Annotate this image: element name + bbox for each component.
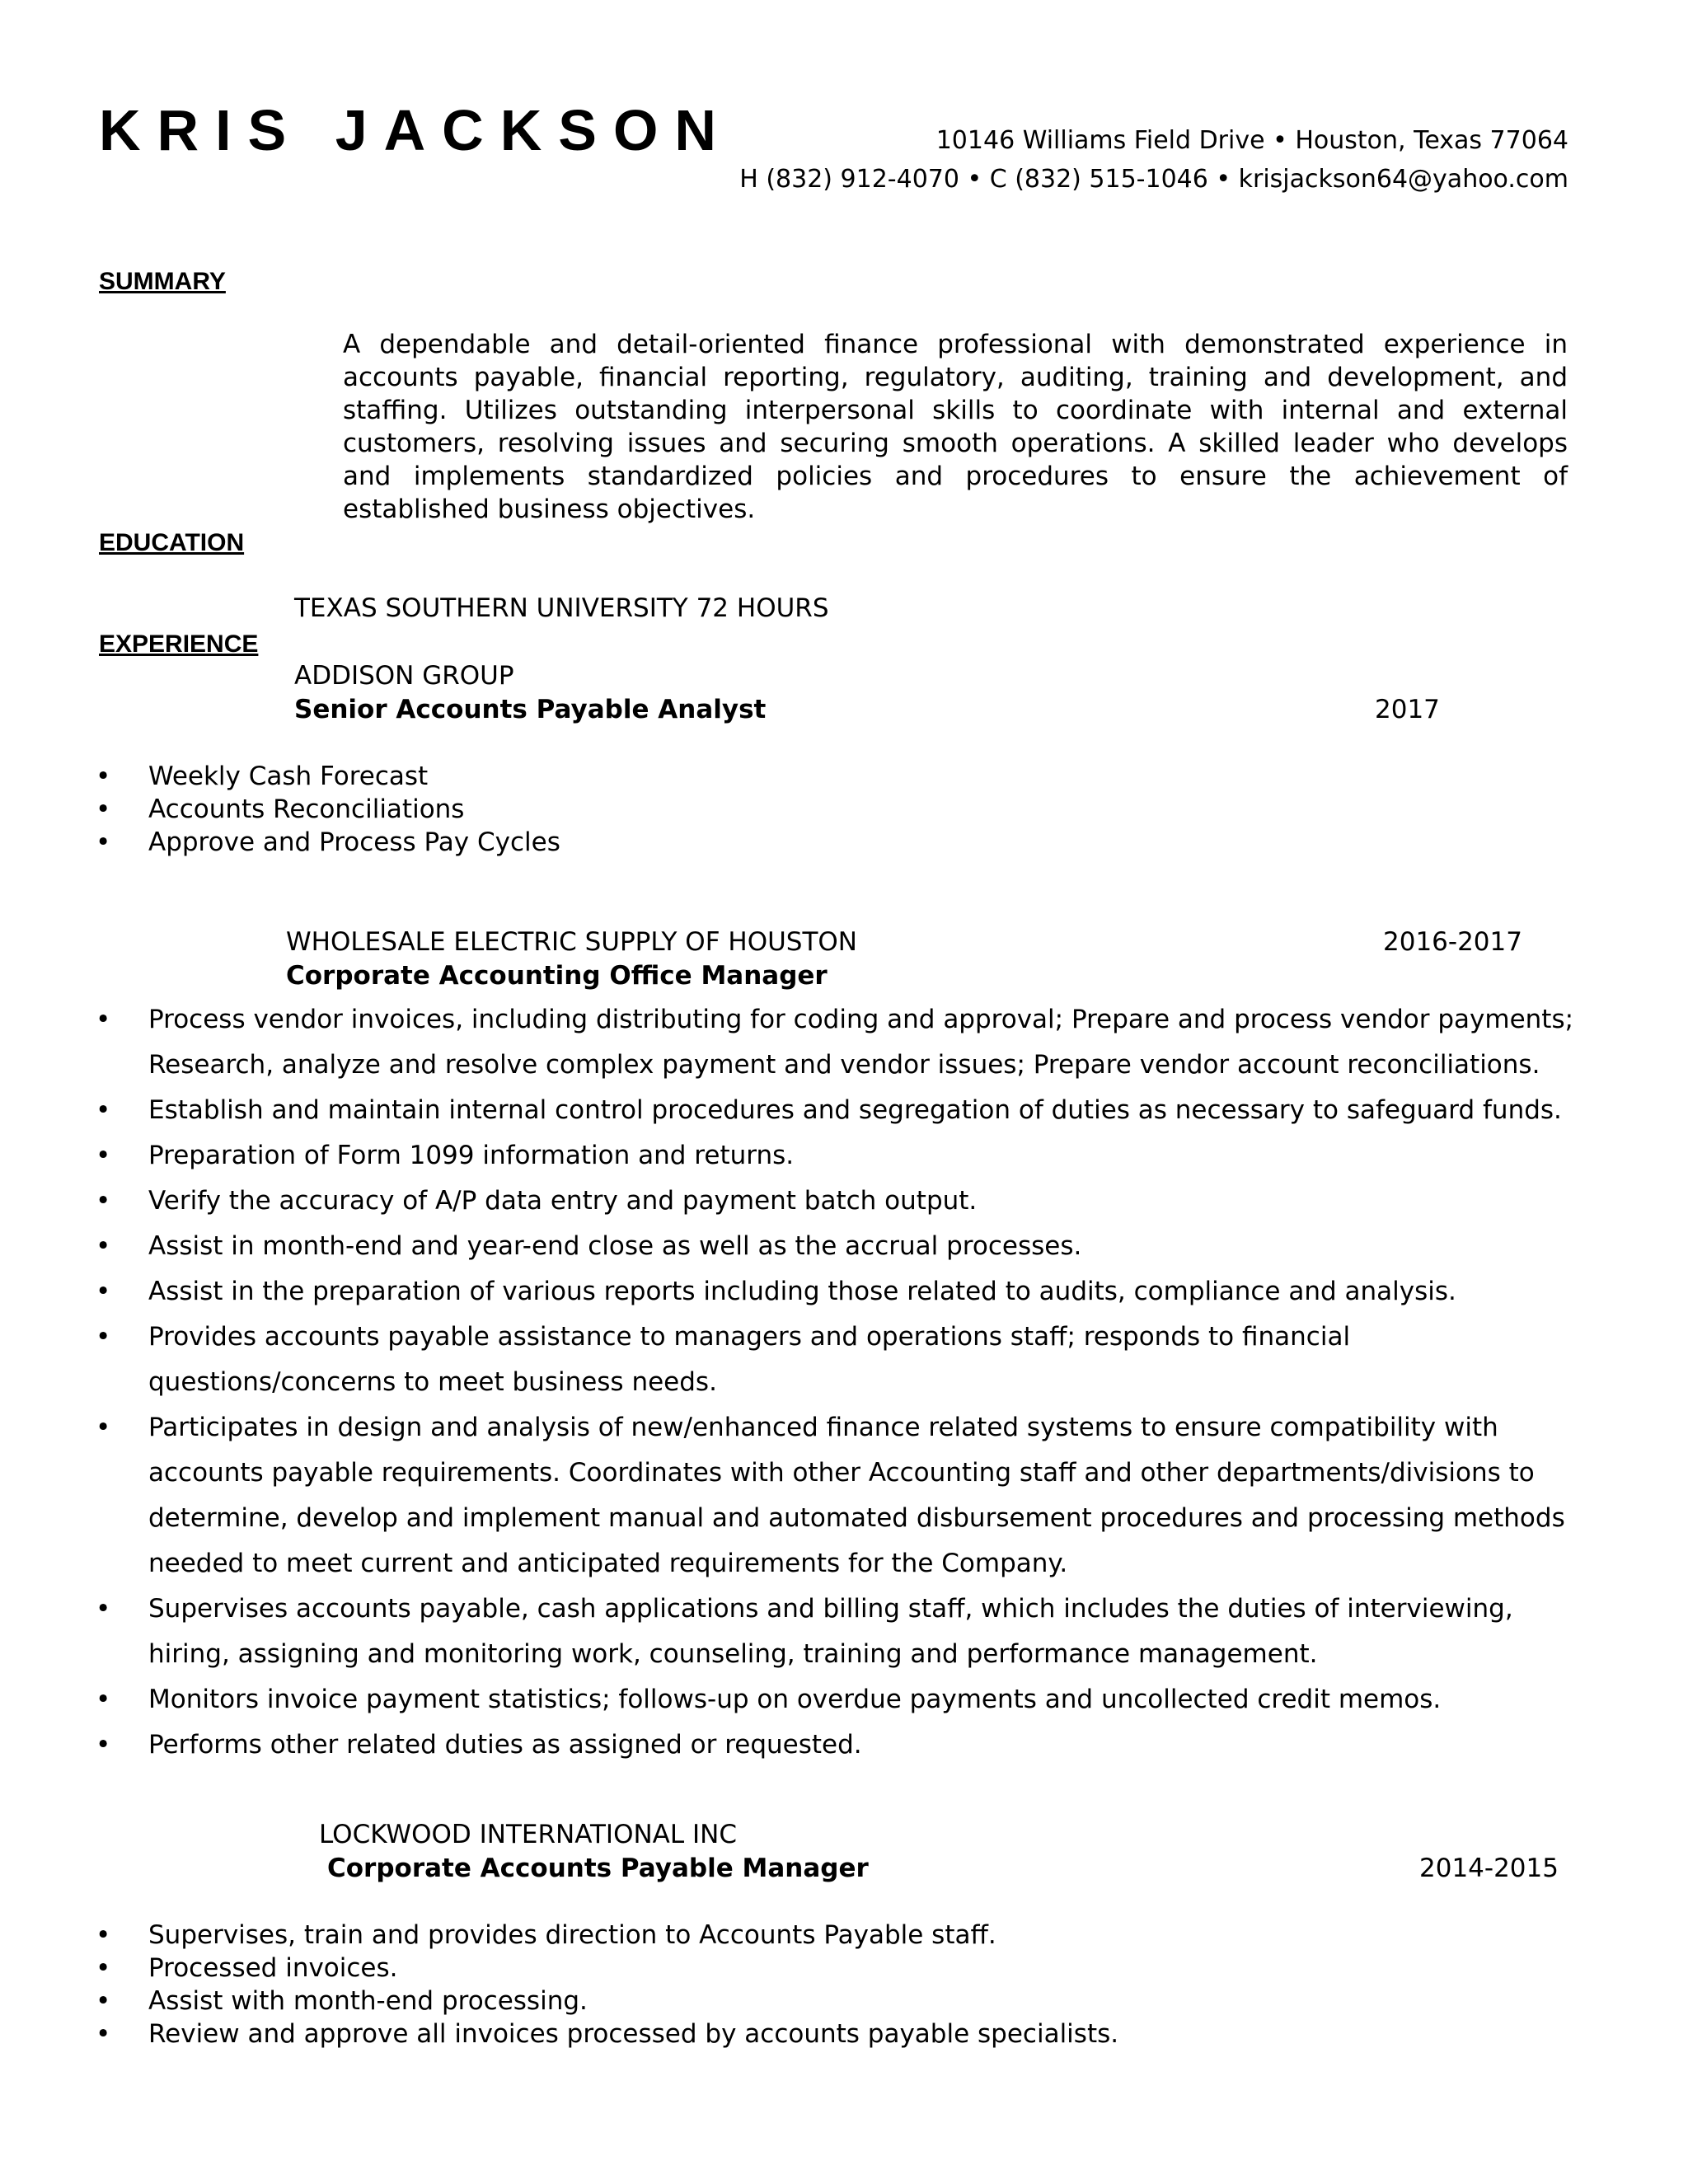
list-item [92,2018,1118,2050]
list-item [92,1179,1576,1224]
bullet-text: Verify the accuracy of A/P data entry and payment batch output. [148,1186,978,1216]
bullet-text: Approve and Process Pay Cycles [148,827,560,857]
job-2-title: Corporate Accounting Office Manager [286,961,828,991]
education-heading: EDUCATION [99,529,245,556]
bullet-dot: • [96,1005,111,1034]
bullet-dot: • [96,1730,111,1760]
job-3-dates: 2014-2015 [1419,1854,1559,1883]
list-item [92,1985,1118,2018]
bullet-text: Weekly Cash Forecast [148,762,429,791]
contact-address: 10146 Williams Field Drive • Houston, Texas 77064 [935,126,1568,155]
bullet-dot: • [96,1186,111,1216]
list-item [92,1722,1576,1768]
bullet-text: Performs other related duties as assigned or requested. [148,1730,862,1760]
bullet-dot: • [96,1920,111,1950]
bullet-text: Monitors invoice payment statistics; follows-up on overdue payments and uncollected credit memos. [148,1685,1442,1714]
bullet-text: Assist in month-end and year-end close as well as the accrual processes. [148,1231,1082,1261]
list-item [92,826,560,859]
bullet-dot: • [96,1095,111,1125]
job-3-title: Corporate Accounts Payable Manager [327,1854,869,1883]
list-item [92,793,560,826]
bullet-text: Accounts Reconciliations [148,794,465,824]
bullet-dot: • [96,1141,111,1170]
job-3-company: LOCKWOOD INTERNATIONAL INC [319,1820,737,1849]
list-item [92,1919,1118,1952]
list-item [92,760,560,793]
experience-heading: EXPERIENCE [99,630,259,658]
job-1-title: Senior Accounts Payable Analyst [294,695,767,724]
job-1-bullets [92,760,560,859]
bullet-dot: • [96,1953,111,1983]
bullet-text: Supervises, train and provides direction to Accounts Payable staff. [148,1920,996,1950]
bullet-dot: • [96,762,111,791]
bullet-dot: • [96,1986,111,2016]
bullet-text: Participates in design and analysis of new/enhanced finance related systems to ensure compatibility with accounts payable requirements. Coordinates with other Accounting staff and other departments/divisions to determine, develop and implement manual and automated disbursement procedures and processing methods needed to meet current and anticipated requirements for the Company. [148,1413,1565,1578]
bullet-dot: • [96,1413,111,1442]
bullet-dot: • [96,1277,111,1306]
bullet-text: Review and approve all invoices processed by accounts payable specialists. [148,2019,1119,2049]
list-item [92,1586,1576,1677]
bullet-text: Processed invoices. [148,1953,398,1983]
bullet-text: Establish and maintain internal control procedures and segregation of duties as necessary to safeguard funds. [148,1095,1562,1125]
list-item [92,997,1576,1088]
bullet-text: Preparation of Form 1099 information and returns. [148,1141,795,1170]
contact-phones-email: H (832) 912-4070 • C (832) 515-1046 • krisjackson64@yahoo.com [739,165,1568,194]
summary-text: A dependable and detail-oriented finance professional with demonstrated experience in accounts payable, financial reporting, regulatory, auditing, training and development, and staffing. Utilizes outstanding interpersonal skills to coordinate with internal and external customers, resolving issues and securing smooth operations. A skilled leader who develops and implements standardized policies and procedures to ensure the achievement of established business objectives. [343,330,1568,524]
candidate-name: KRIS JACKSON [99,98,733,162]
bullet-text: Assist in the preparation of various reports including those related to audits, compliance and analysis. [148,1277,1456,1306]
job-1-company: ADDISON GROUP [294,661,514,691]
job-1-dates: 2017 [1375,695,1440,724]
list-item [92,1952,1118,1985]
job-2-dates: 2016-2017 [1383,927,1522,957]
list-item [92,1133,1576,1179]
job-2-company: WHOLESALE ELECTRIC SUPPLY OF HOUSTON [286,927,857,957]
bullet-dot: • [96,2019,111,2049]
bullet-text: Supervises accounts payable, cash applications and billing staff, which includes the duties of interviewing, hiring, assigning and monitoring work, counseling, training and performance management. [148,1594,1513,1669]
bullet-dot: • [96,1322,111,1352]
bullet-dot: • [96,1231,111,1261]
list-item [92,1315,1576,1405]
bullet-dot: • [96,794,111,824]
list-item [92,1677,1576,1722]
list-item [92,1405,1576,1586]
job-2-bullets [92,997,1576,1768]
list-item [92,1088,1576,1133]
education-entry: TEXAS SOUTHERN UNIVERSITY 72 HOURS [294,593,829,623]
list-item [92,1224,1576,1269]
bullet-text: Provides accounts payable assistance to managers and operations staff; responds to financial questions/concerns to meet business needs. [148,1322,1351,1397]
list-item [92,1269,1576,1315]
bullet-dot: • [96,1685,111,1714]
bullet-dot: • [96,827,111,857]
bullet-dot: • [96,1594,111,1624]
job-3-bullets [92,1919,1118,2050]
summary-heading: SUMMARY [99,268,226,295]
bullet-text: Assist with month-end processing. [148,1986,588,2016]
bullet-text: Process vendor invoices, including distributing for coding and approval; Prepare and process vendor payments; Research, analyze and resolve complex payment and vendor issues; Prepare vendor account reconciliations. [148,1005,1574,1080]
